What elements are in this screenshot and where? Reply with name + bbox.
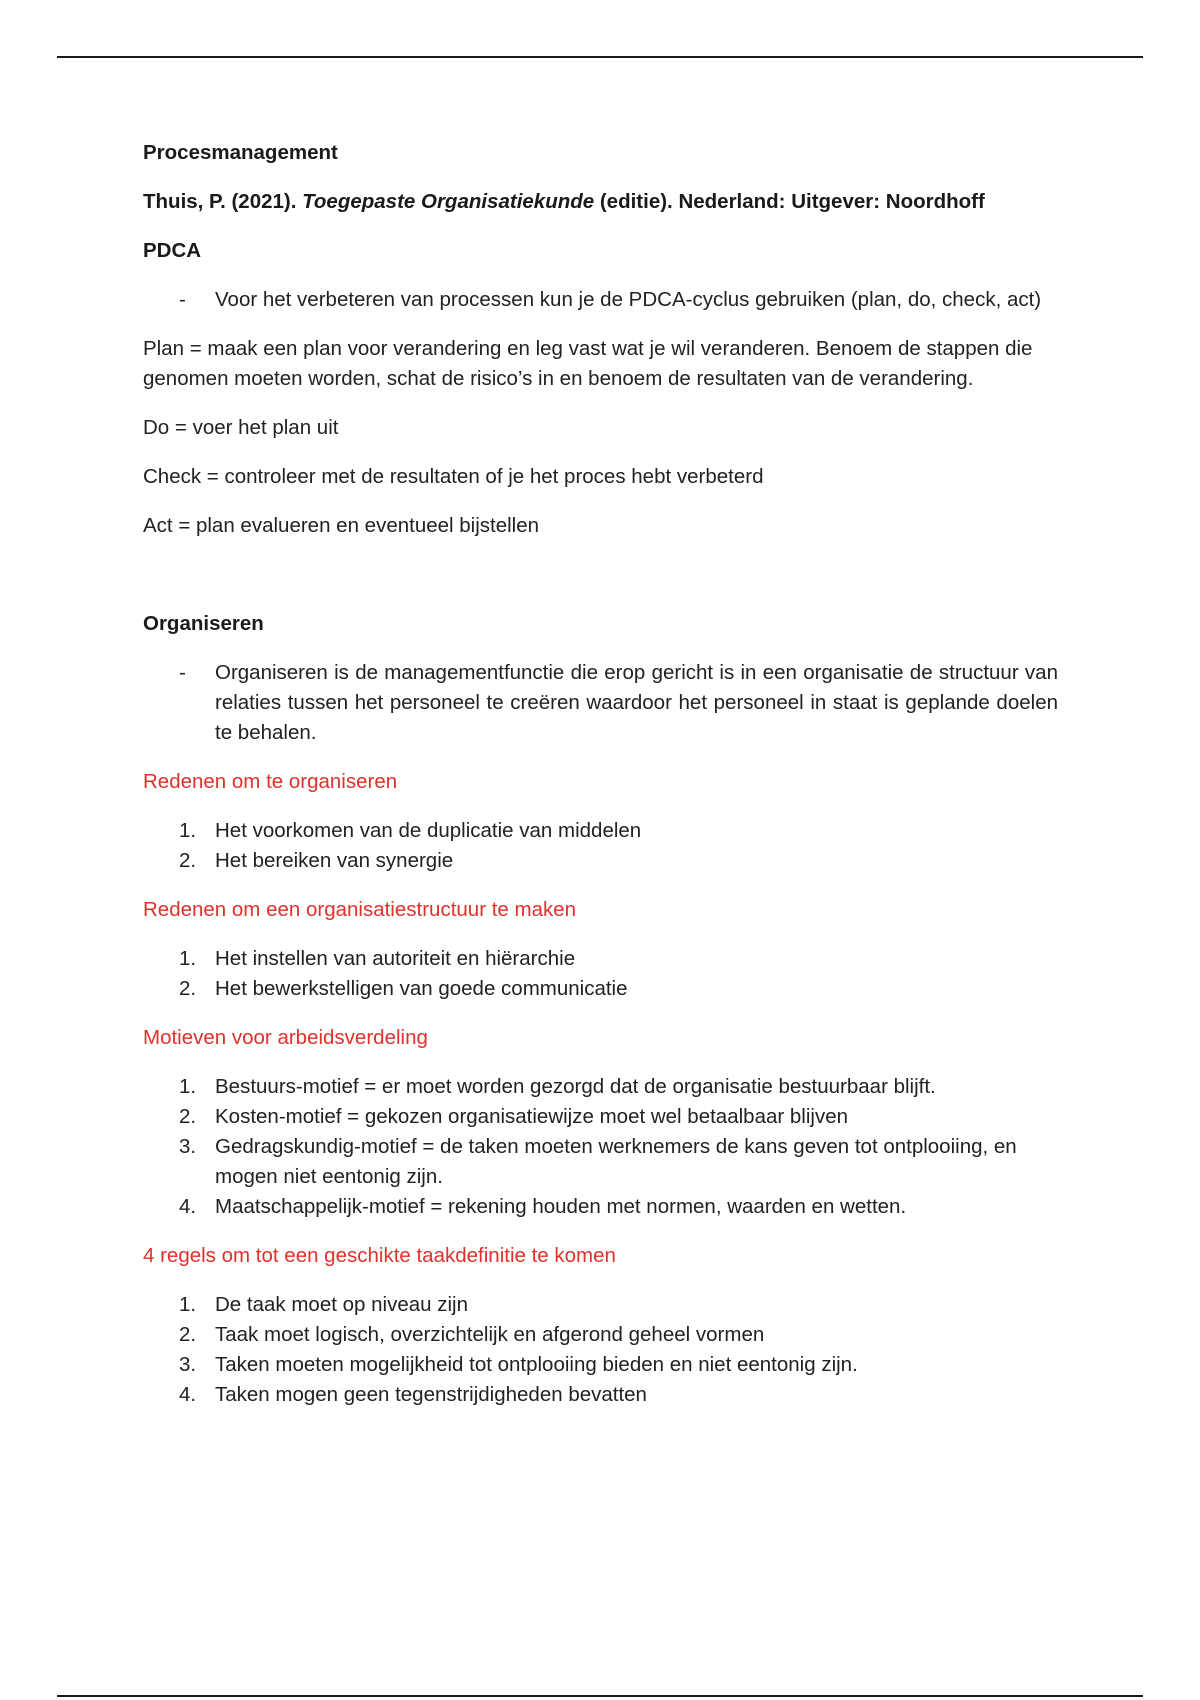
pdca-bullet-text: Voor het verbeteren van processen kun je de PDCA-cyclus gebruiken (plan, do, check, act) [215, 288, 1042, 311]
section-title-organisatiestructuur: Redenen om een organisatiestructuur te maken [143, 898, 577, 921]
list-item: 4. Taken mogen geen tegenstrijdigheden bevatten [179, 1383, 647, 1406]
list-item: 3. Taken moeten mogelijkheid tot ontplooiing bieden en niet eentonig zijn. [179, 1353, 858, 1376]
bullet-dash: - [179, 661, 186, 684]
bottom-rule [57, 1695, 1143, 1697]
document-body [143, 138, 1058, 1410]
citation [143, 187, 1058, 217]
citation-suffix: (editie). Nederland: Uitgever: Noordhoff [594, 190, 985, 213]
pdca-bullet [143, 285, 1058, 315]
section-title-taakdefinitie: 4 regels om tot een geschikte taakdefinitie te komen [143, 1244, 616, 1267]
bullet-dash: - [179, 288, 186, 311]
list-item: 2. Kosten-motief = gekozen organisatiewijze moet wel betaalbaar blijven [179, 1105, 849, 1128]
list-item: 2. Het bewerkstelligen van goede communicatie [179, 977, 628, 1000]
list-item: 1. Bestuurs-motief = er moet worden gezorgd dat de organisatie bestuurbaar blijft. [179, 1075, 936, 1098]
organiseren-bullet [143, 658, 1058, 748]
list-arbeidsverdeling [143, 1072, 1058, 1222]
pdca-check: Check = controleer met de resultaten of je het proces hebt verbeterd [143, 465, 764, 488]
document-title: Procesmanagement [143, 141, 338, 164]
list-organisatiestructuur [143, 944, 1058, 1004]
citation-prefix: Thuis, P. (2021). [143, 190, 303, 213]
list-taakdefinitie [143, 1290, 1058, 1410]
list-item: 2. Taak moet logisch, overzichtelijk en afgerond geheel vormen [179, 1323, 765, 1346]
list-item: 4. Maatschappelijk-motief = rekening houden met normen, waarden en wetten. [179, 1195, 907, 1218]
list-redenen-organiseren [143, 816, 1058, 876]
list-item: 3. Gedragskundig-motief = de taken moeten werknemers de kans geven tot ontplooiing, en mogen niet eentonig zijn. [179, 1135, 1017, 1188]
list-item: 1. Het instellen van autoriteit en hiërarchie [179, 947, 576, 970]
list-item: 1. Het voorkomen van de duplicatie van middelen [179, 819, 642, 842]
section-title-redenen-organiseren: Redenen om te organiseren [143, 770, 398, 793]
list-item: 2. Het bereiken van synergie [179, 849, 454, 872]
citation-book-title: Toegepaste Organisatiekunde [302, 190, 595, 213]
list-item: 1. De taak moet op niveau zijn [179, 1293, 468, 1316]
organiseren-bullet-text: Organiseren is de managementfunctie die erop gericht is in een organisatie de structuur van relaties tussen het personeel te creëren waardoor het personeel in staat is geplande doelen te behalen. [215, 661, 1058, 744]
section-title-arbeidsverdeling: Motieven voor arbeidsverdeling [143, 1026, 428, 1049]
pdca-heading: PDCA [143, 239, 202, 262]
pdca-act: Act = plan evalueren en eventueel bijstellen [143, 514, 540, 537]
organiseren-heading: Organiseren [143, 612, 264, 635]
pdca-do: Do = voer het plan uit [143, 416, 339, 439]
top-rule [57, 56, 1143, 58]
pdca-plan: Plan = maak een plan voor verandering en leg vast wat je wil veranderen. Benoem de stappen die genomen moeten worden, schat de risico’s in en benoem de resultaten van de verandering. [143, 337, 1033, 390]
